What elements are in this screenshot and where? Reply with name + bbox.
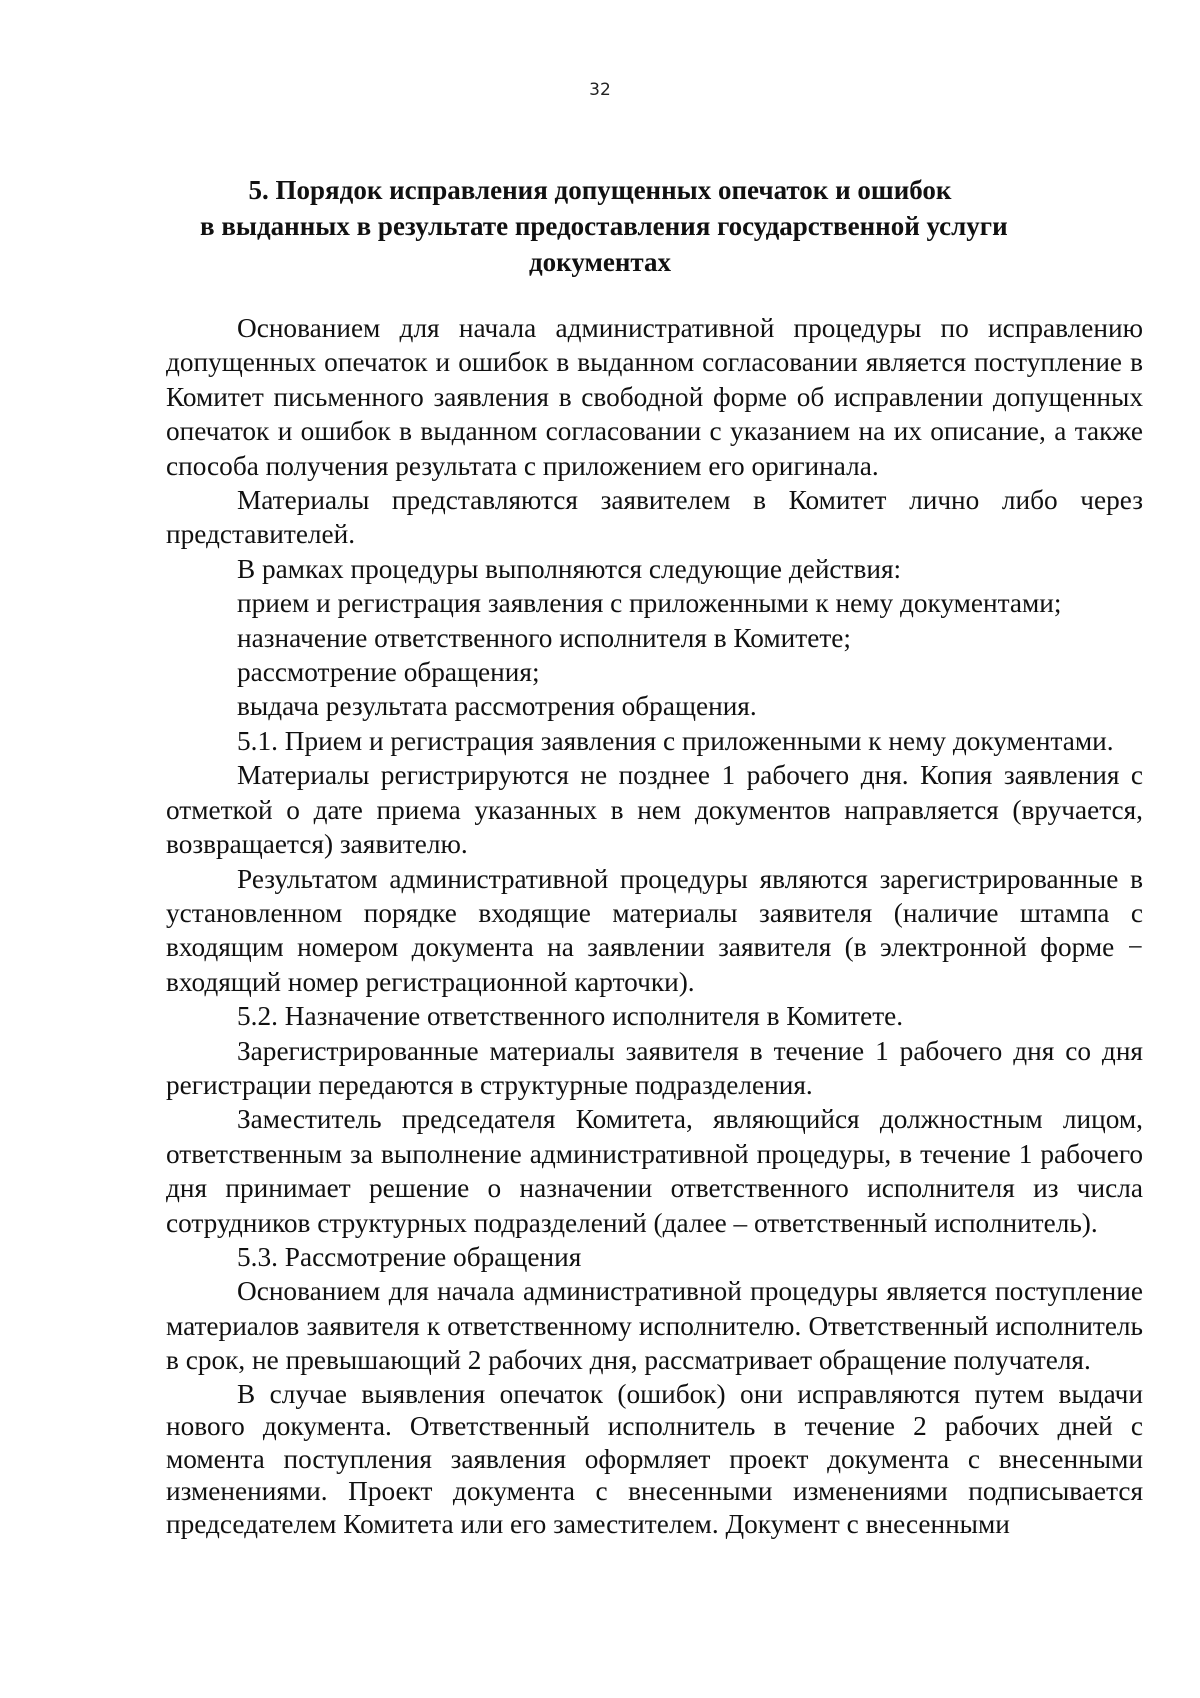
paragraph: Основанием для начала административной процедуры по исправлению допущенных опечаток и ошибок в выданном согласовании является поступление в Комитет письменного заявления в свободной форме об исправлении допущенных опечаток и ошибок в выданном согласовании с указанием на их описание, а также способа получения результата с приложением его оригинала.: [166, 313, 1143, 481]
paragraph: Материалы представляются заявителем в Комитет лично либо через представителей.: [166, 485, 1143, 550]
paragraph: Заместитель председателя Комитета, являющийся должностным лицом, ответственным за выполнение административной процедуры, в течение 1 рабочего дня принимает решение о назначении ответственного исполнителя из числа сотрудников структурных подразделений (далее – ответственный исполнитель).: [166, 1104, 1143, 1238]
list-item: прием и регистрация заявления с приложенными к нему документами;: [237, 588, 1062, 619]
page-number: 32: [589, 80, 611, 100]
subsection-heading: 5.1. Прием и регистрация заявления с приложенными к нему документами.: [237, 725, 1114, 756]
list-item: рассмотрение обращения;: [237, 657, 540, 688]
paragraph: Результатом административной процедуры являются зарегистрированные в установленном порядке входящие материалы заявителя (наличие штампа с входящим номером документа на заявлении заявителя (в электронной форме − входящий номер регистрационной карточки).: [166, 863, 1143, 997]
document-body: [166, 311, 1143, 1540]
paragraph: Материалы регистрируются не позднее 1 рабочего дня. Копия заявления с отметкой о дате приема указанных в нем документов направляется (вручается, возвращается) заявителю.: [166, 760, 1143, 860]
list-item: назначение ответственного исполнителя в Комитете;: [237, 622, 851, 653]
section-heading-line-3: документах: [528, 247, 671, 277]
paragraph: Основанием для начала административной процедуры является поступление материалов заявителя к ответственному исполнителю. Ответственный исполнитель в срок, не превышающий 2 рабочих дня, рассматривает обращение получателя.: [166, 1276, 1143, 1376]
section-heading-line-1: 5. Порядок исправления допущенных опечаток и ошибок: [248, 175, 952, 205]
paragraph: В случае выявления опечаток (ошибок) они исправляются путем выдачи нового документа. Ответственный исполнитель в течение 2 рабочих дней с момента поступления заявления оформляет проект документа с внесенными изменениями. Проект документа с внесенными изменениями подписывается председателем Комитета или его заместителем. Документ с внесенными: [166, 1378, 1143, 1539]
paragraph: В рамках процедуры выполняются следующие действия:: [237, 553, 902, 584]
subsection-heading: 5.2. Назначение ответственного исполнителя в Комитете.: [237, 1001, 904, 1032]
section-heading-line-2: в выданных в результате предоставления государственной услуги: [200, 211, 1008, 241]
paragraph: Зарегистрированные материалы заявителя в течение 1 рабочего дня со дня регистрации передаются в структурные подразделения.: [166, 1035, 1143, 1100]
section-heading: [200, 172, 1008, 280]
subsection-heading: 5.3. Рассмотрение обращения: [237, 1241, 582, 1272]
list-item: выдача результата рассмотрения обращения.: [237, 691, 757, 722]
